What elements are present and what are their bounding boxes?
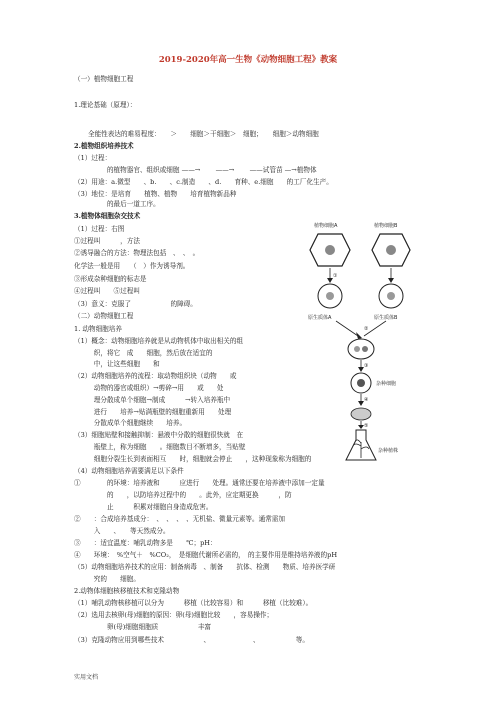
text-line: 的 ，以防培养过程中的 。此外，应定期更换 ，防 [74, 491, 292, 499]
text-line: 1. 动物细胞培养 [74, 325, 122, 333]
figure-label-hybrid-plant: 杂种植株 [378, 448, 399, 454]
text-line: ③ ：适宜温度：哺乳动物多是 ℃；pH： [74, 539, 217, 547]
svg-text:①: ① [333, 273, 338, 279]
text-line: 入 、 等天然成分。 [74, 527, 170, 535]
text-line: （5）动物细胞培养技术的应用：制备病毒 、制备 抗体、检测 物质、培养医学研 [74, 563, 336, 571]
text-line: （1）过程：右图 [74, 225, 125, 233]
figure-label-protoplast-b: 原生质体B [374, 315, 398, 321]
text-line: 3.植物体细胞杂交技术 [74, 212, 141, 220]
figure-label-hybrid-cell: 杂种细胞 [376, 381, 397, 387]
text-line: ① 的环境：培养液和 应进行 处理。通常还要在培养液中添加一定量 [74, 479, 325, 487]
flask-plantlet-icon [346, 430, 376, 460]
svg-text:③: ③ [364, 363, 369, 369]
text-line: （2）用途：a.微型 、b. 、c.制造 、d. 育种、e.细胞 的工厂化生产。 [74, 178, 333, 186]
text-line: 理分散成单个细胞→制成 →转入培养瓶中 [74, 396, 231, 404]
callus-icon [351, 408, 371, 420]
figure-label-cell-a: 植物细胞A [314, 223, 338, 229]
text-line: （一）植物细胞工程 [74, 75, 134, 83]
doc-title: 2019-2020年高一生物《动物细胞工程》教案 [158, 55, 338, 65]
text-line: 织，将它 成 细胞，然后放在适宜的 [74, 349, 213, 357]
protoplast-b-icon [379, 284, 403, 308]
svg-text:②: ② [364, 326, 369, 332]
page-footer: 实用文档 [74, 674, 99, 681]
text-line: 的植物器官、组织或细胞 ——→ ——→ ——试管苗 —→植物体 [74, 166, 317, 174]
text-line: 卵(母)细胞细胞质 丰富 [74, 623, 212, 631]
hybrid-cell-icon [351, 373, 371, 393]
text-line: ①过程叫 ，方法 [74, 237, 140, 245]
protoplast-a-icon [318, 284, 342, 308]
text-line: ② ：合成培养基成分： 、 、 、 、无机盐、微量元素等。通常需加 [74, 515, 285, 523]
text-line: ②诱导融合的方法：物理法包括 、 、 。 [74, 249, 200, 257]
text-line: （2）动物细胞培养的流程：取动物组织块（动物 或 [74, 372, 237, 380]
text-line: 的最后一道工序。 [74, 200, 160, 208]
svg-text:④: ④ [364, 397, 369, 403]
text-line: ④过程叫 ⑤过程叫 [74, 287, 140, 295]
text-line: 化学法一般是用 （ ）作为诱导剂。 [74, 262, 190, 270]
text-line: 止 积累对细胞自身造成危害。 [74, 503, 213, 511]
plant-cell-a-icon [310, 234, 350, 266]
text-line: 细胞分裂生长到表面相互 时，细胞就会停止 ，这种现象称为细胞的 [74, 455, 312, 463]
text-line: 动物的器官或组织）→剪碎→用 或 处 [74, 384, 224, 392]
text-line: 究的 细胞。 [74, 575, 140, 583]
text-line: ④ 环境： %空气＋ %CO₂， 是细胞代谢所必需的， 的主要作用是维持培养液的pH [74, 551, 338, 559]
figure-label-cell-b: 植物细胞B [374, 223, 398, 229]
text-line: 1.理论基础（原理）： [74, 101, 137, 109]
text-line: （二）动物细胞工程 [74, 312, 134, 320]
text-line: 2.动物体细胞核移植技术和克隆动物 [74, 587, 180, 595]
text-line: （3）克隆动物应用到哪些技术 、 、 等。 [74, 636, 309, 644]
text-line: （1）过程： [74, 154, 112, 162]
text-line: 分散成单个细胞继续 培养。 [74, 419, 187, 427]
text-line: 2.植物组织培养技术 [74, 142, 134, 150]
text-line: （4）动物细胞培养需要满足以下条件 [74, 467, 184, 475]
fused-cell-icon [348, 339, 374, 359]
text-line: （3）细胞贴壁和接触抑制：悬液中分散的细胞很快就 在 [74, 431, 244, 439]
plant-cell-b-icon [372, 234, 410, 266]
text-line: 全能性表达的难易程度： ＞ 细胞＞干细胞＞ 细胞； 细胞＞动物细胞 [88, 130, 319, 138]
text-line: 瓶壁上，称为细胞 。细胞数目不断增多，当贴壁 [74, 443, 246, 451]
svg-text:⑤: ⑤ [364, 423, 369, 429]
figure-label-protoplast-a: 原生质体A [308, 315, 332, 321]
text-line: 进行 培养→贴满瓶壁的细胞重新用 处理 [74, 408, 232, 416]
text-line: 中，让这些细胞 和 [74, 360, 160, 368]
text-line: （2）选用去核卵(母)细胞的原因：卵(母)细胞比较 ，容易操作； [74, 611, 274, 619]
text-line: ③形成杂种细胞的标志是 [74, 275, 147, 283]
text-line: （3）地位：是培育 植物、植物 培育植物新品种 [74, 190, 237, 198]
text-line: （3）意义：克服了 的障碍。 [74, 300, 197, 308]
text-line: （1）哺乳动物核移植可以分为 移植（比较容易）和 移植（比较难）。 [74, 599, 313, 607]
text-line: （1）概念：动物细胞培养就是从动物机体中取出相关的组 [74, 337, 244, 345]
protoplast-fusion-figure [306, 220, 426, 465]
